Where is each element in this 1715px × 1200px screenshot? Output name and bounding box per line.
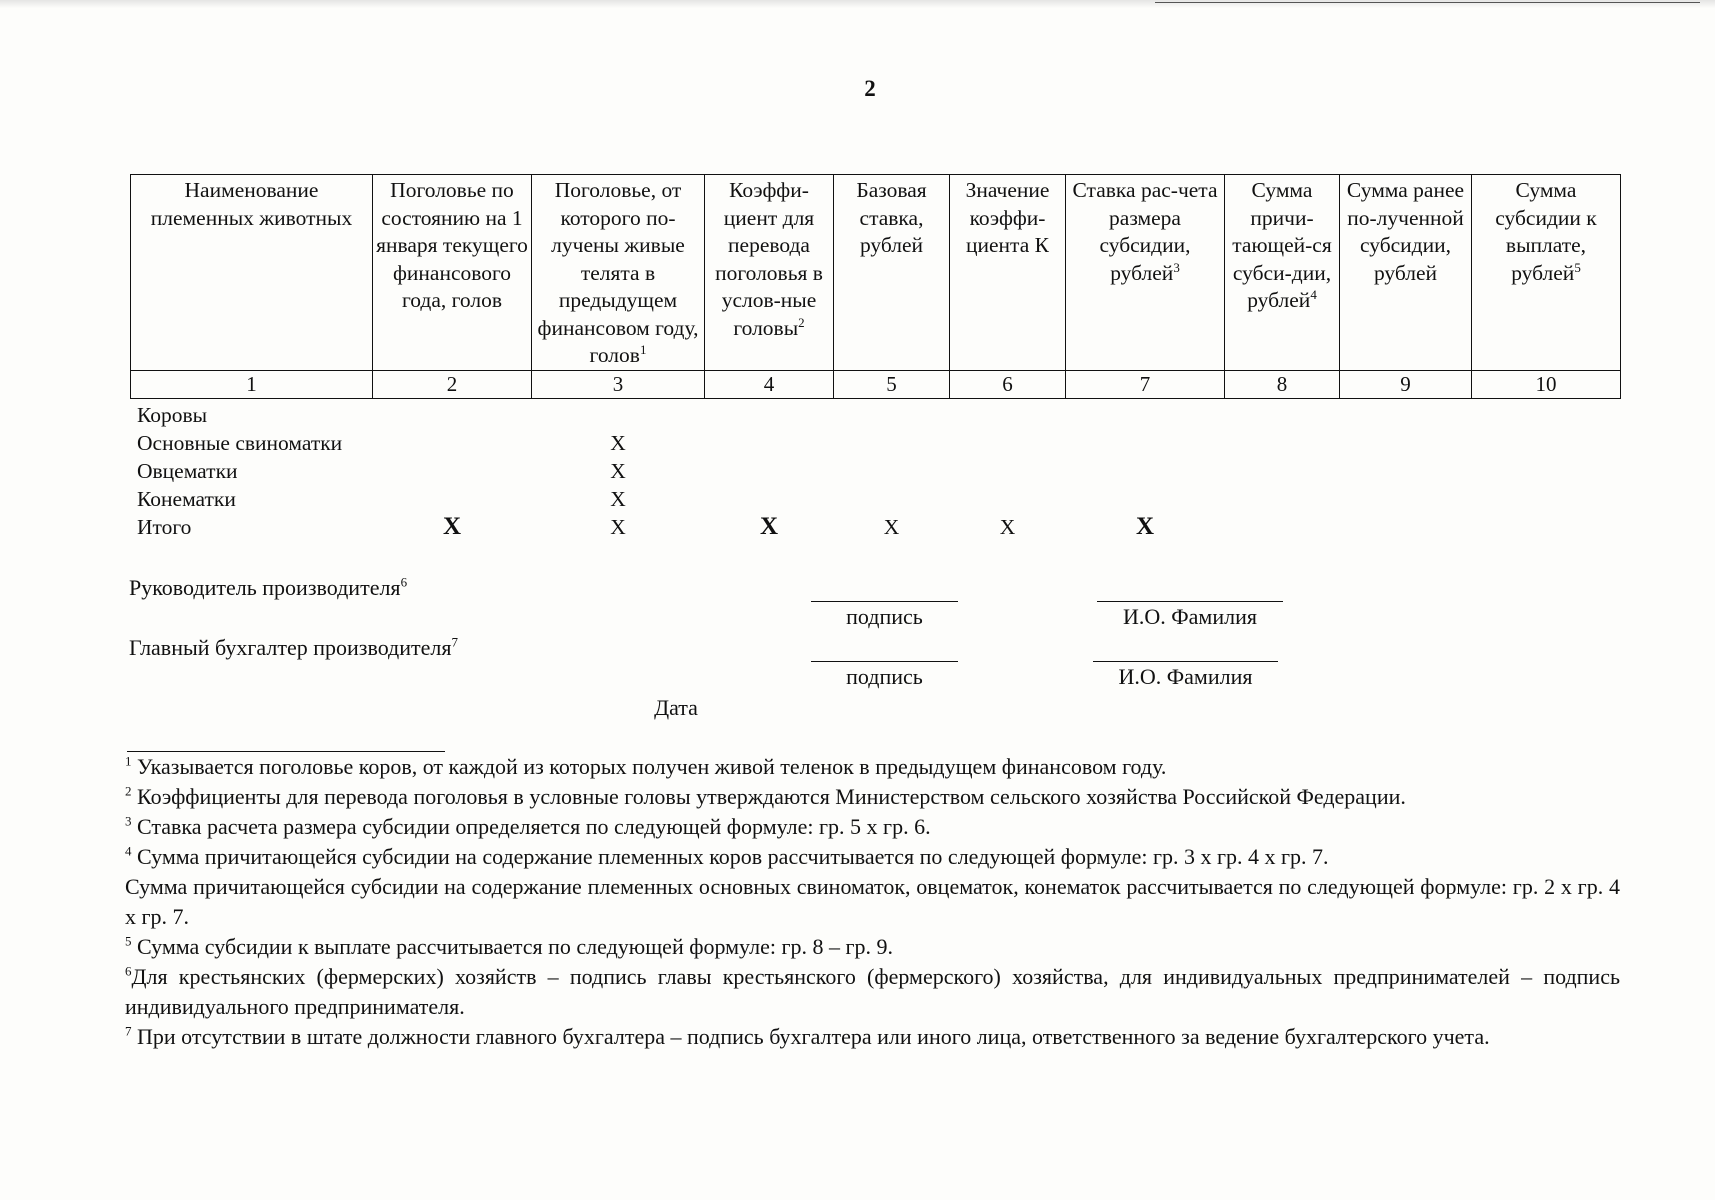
signature-caption: подпись xyxy=(846,664,923,689)
footnote: $^5$ Сумма субсидии к выплате рассчитывается по следующей формуле: гр. 8 – гр. 9. xyxy=(125,933,893,959)
row-label: Основные свиноматки xyxy=(137,431,343,455)
header-cell: Коэффи-циент для перевода поголовья в услов-ные головы$^2$ xyxy=(705,175,834,371)
header-cell: Поголовье по состоянию на 1 января текущего финансового года, голов xyxy=(373,175,532,371)
column-number: 10 xyxy=(1472,370,1621,398)
header-cell: Значение коэффи-циента К xyxy=(950,175,1066,371)
footnote: $^2$ Коэффициенты для перевода поголовья в условные головы утверждаются Министерством сельского хозяйства Российской Федерации. xyxy=(125,783,1406,809)
header-cell: Сумма ранее по-лученной субсидии, рублей xyxy=(1340,175,1472,371)
table-row xyxy=(130,457,1620,485)
footnotes xyxy=(125,752,1620,1052)
table-row xyxy=(130,485,1620,513)
column-number: 9 xyxy=(1340,370,1472,398)
table-row xyxy=(130,429,1620,457)
row-label: Овцематки xyxy=(137,459,238,483)
footnote: $^4$ Сумма причитающейся субсидии на содержание племенных коров рассчитывается по следующей формуле: гр. 3 х гр. 4 х гр. 7. xyxy=(125,843,1329,869)
row-label: Конематки xyxy=(137,487,236,511)
footnote: $^7$ При отсутствии в штате должности главного бухгалтера – подпись бухгалтера или иного лица, ответственного за ведение бухгалтерского учета. xyxy=(125,1023,1490,1049)
accountant-signature-line xyxy=(811,661,958,662)
column-number: 7 xyxy=(1066,370,1225,398)
column-number: 5 xyxy=(834,370,950,398)
date-label: Дата xyxy=(654,695,698,720)
name-caption: И.О. Фамилия xyxy=(1123,604,1257,629)
column-number-row xyxy=(131,370,1621,398)
column-number: 2 xyxy=(373,370,532,398)
footnote: $^6$Для крестьянских (фермерских) хозяйств – подпись главы крестьянского (фермерского) хозяйства, для индивидуальных предпринимателей – подпись индивидуального предпринимателя. xyxy=(125,963,1620,1019)
not-applicable-mark: X xyxy=(610,487,626,511)
head-name-line xyxy=(1097,601,1283,602)
head-signature-line xyxy=(811,601,958,602)
name-caption: И.О. Фамилия xyxy=(1118,664,1253,689)
header-cell: Сумма причи-тающей-ся субси-дии, рублей$^4$ xyxy=(1225,175,1340,371)
not-applicable-mark: X xyxy=(610,515,626,539)
not-applicable-mark: X xyxy=(999,515,1016,539)
column-number: 8 xyxy=(1225,370,1340,398)
head-signature-label: Руководитель производителя$^6$ xyxy=(129,574,408,600)
header-cell: Наименование племенных животных xyxy=(131,175,373,371)
subsidy-table xyxy=(130,174,1621,399)
footnote: Сумма причитающейся субсидии на содержание племенных основных свиноматок, овцематок, конематок рассчитывается по следующей формуле: гр. 2 х гр. 4 х гр. 7. xyxy=(125,874,1620,929)
accountant-name-line xyxy=(1093,661,1278,662)
accountant-signature-label: Главный бухгалтер производителя$^7$ xyxy=(129,634,459,660)
page-number: 2 xyxy=(864,76,876,101)
top-edge-line xyxy=(1155,2,1700,3)
not-applicable-mark: X xyxy=(442,513,462,540)
column-number: 1 xyxy=(131,370,373,398)
footnote: $^3$ Ставка расчета размера субсидии определяется по следующей формуле: гр. 5 х гр. 6. xyxy=(125,813,931,839)
header-cell: Ставка рас-чета размера субсидии, рублей$^3$ xyxy=(1066,175,1225,371)
table-header-row xyxy=(131,175,1621,371)
header-cell: Базовая ставка, рублей xyxy=(834,175,950,371)
row-label: Итого xyxy=(137,515,192,539)
header-cell: Поголовье, от которого по-лучены живые телята в предыдущем финансовом году, голов$^1$ xyxy=(532,175,705,371)
not-applicable-mark: X xyxy=(1135,513,1155,540)
not-applicable-mark: X xyxy=(883,515,900,539)
not-applicable-mark: X xyxy=(610,431,626,455)
table-row xyxy=(130,513,1620,541)
column-number: 3 xyxy=(532,370,705,398)
signature-caption: подпись xyxy=(846,604,923,629)
not-applicable-mark: X xyxy=(759,513,779,540)
column-number: 4 xyxy=(705,370,834,398)
animal-rows xyxy=(130,401,1620,541)
column-number: 6 xyxy=(950,370,1066,398)
table-row xyxy=(130,401,1620,429)
row-label: Коровы xyxy=(137,403,208,427)
footnote: $^1$ Указывается поголовье коров, от каждой из которых получен живой теленок в предыдущем финансовом году. xyxy=(125,753,1167,779)
not-applicable-mark: X xyxy=(610,459,626,483)
header-cell: Сумма субсидии к выплате, рублей$^5$ xyxy=(1472,175,1621,371)
